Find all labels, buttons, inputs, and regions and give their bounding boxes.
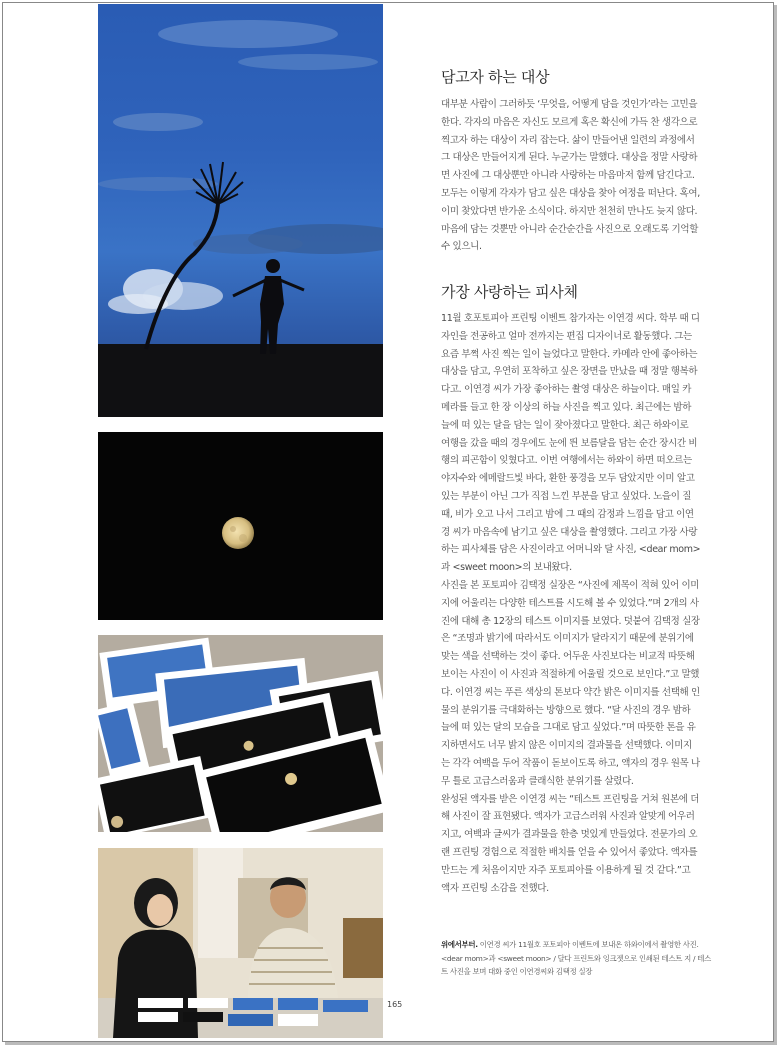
body-line: 야자수와 에메랄드빛 바다, 환한 풍경을 모두 담았지만 이미 알고 bbox=[441, 473, 695, 485]
body-line: 지하면서도 너무 밝지 않은 이미지의 결과물을 선택했다. 이미지 bbox=[441, 740, 692, 752]
body-line: 이미 찾았다면 반가운 소식이다. 하지만 천천히 만나도 늦지 않다. bbox=[441, 205, 698, 217]
body-line: 다. 이연경 씨는 푸른 색상의 톤보다 약간 밝은 이미지를 선택해 인 bbox=[441, 686, 700, 698]
body-line: 모두는 이렇게 각자가 담고 싶은 대상을 찾아 여정을 떠난다. 혹여, bbox=[441, 187, 700, 199]
body-line: 무 틀로 고급스러움과 클래식한 분위기를 살렸다. bbox=[441, 775, 634, 787]
body-line: 지고, 여백과 글씨가 결과물을 한층 멋있게 만들었다. 전문가의 오 bbox=[441, 829, 698, 841]
body-line: 11월 호포토피아 프린팅 이벤트 참가자는 이연경 씨다. 학부 때 디 bbox=[441, 313, 700, 324]
caption-line: <dear mom>과 <sweet moon> / 달다 프린트와 잉크젯으로 인쇄된 테스트 지 / 테스 bbox=[441, 953, 711, 963]
photo-silhouette-palm bbox=[98, 4, 383, 417]
body-line: 메라를 들고 한 장 이상의 하늘 사진을 찍고 있다. 최근에는 밤하 bbox=[441, 401, 692, 413]
body-line: 완성된 액자를 받은 이연경 씨는 “테스트 프린팅을 거쳐 원본에 더 bbox=[441, 793, 700, 805]
body-line: 과 <sweet moon>의 보내왔다. bbox=[441, 562, 572, 574]
caption-line: 이연경 씨가 11월호 포토피아 이벤트에 보내온 하와이에서 촬영한 사진. bbox=[477, 940, 699, 949]
body-line: 는 각각 여백을 두어 작품이 돋보이도록 하고, 액자의 경우 원목 나 bbox=[441, 757, 700, 769]
photo-interview bbox=[98, 848, 383, 1038]
body-line: 맞는 색을 선택하는 것이 좋다. 어두운 사진보다는 비교적 따뜻해 bbox=[441, 651, 695, 663]
section-body-favorite-subject bbox=[441, 310, 700, 897]
body-line: 물의 분위기를 극대화하는 방향으로 했다. “달 사진의 경우 밤하 bbox=[441, 704, 691, 716]
photo-full-moon bbox=[98, 432, 383, 620]
body-line: 사진을 본 포토피아 김택정 실장은 “사진에 제목이 적혀 있어 이미 bbox=[441, 579, 700, 591]
section-heading-favorite-subject: 가장 사랑하는 피사체 bbox=[441, 283, 578, 301]
body-line: 경 씨가 마음속에 남기고 싶은 대상을 촬영했다. 그리고 가장 사랑 bbox=[441, 526, 698, 538]
body-line: 찍고자 하는 대상이 자리 잡는다. 삶이 만들어낸 일련의 과정에서 bbox=[441, 134, 695, 146]
body-line: 하는 피사체를 담은 사진이라고 어머니와 달 사진, <dear mom> bbox=[441, 544, 701, 556]
body-line: 한다. 각자의 마음은 자신도 모르게 혹은 확신에 가득 찬 생각으로 bbox=[441, 116, 698, 128]
body-line: 은 “조명과 밝기에 따라서도 이미지가 달라지기 때문에 분위기에 bbox=[441, 633, 694, 645]
photo-test-prints bbox=[98, 635, 383, 832]
body-line: 때, 비가 오고 나서 그리고 밤에 그 때의 감정과 느낌을 담고 이연 bbox=[441, 508, 694, 520]
body-line: 진에 대해 총 12장의 테스트 이미지를 보였다. 덧붙여 김택정 실장 bbox=[441, 615, 700, 627]
body-line: 행의 피곤함이 잊혔다고. 이번 여행에서는 하와이 하면 떠오르는 bbox=[441, 455, 692, 467]
prints-scene bbox=[98, 635, 383, 832]
body-line: 수 있으니. bbox=[441, 241, 482, 253]
moon-icon bbox=[222, 517, 254, 549]
caption-lead: 위에서부터. bbox=[441, 940, 478, 949]
page-number: 165 bbox=[387, 1000, 403, 1009]
body-line: 액자 프린팅 소감을 전했다. bbox=[441, 882, 549, 894]
body-line: 다고. 이연경 씨가 가장 좋아하는 촬영 대상은 하늘이다. 매일 카 bbox=[441, 384, 692, 396]
silhouette-scene bbox=[98, 4, 383, 417]
body-line: 늘에 떠 있는 달의 모습을 그대로 담고 싶었다.”며 따뜻한 톤을 유 bbox=[441, 722, 696, 734]
interview-scene bbox=[98, 848, 383, 1038]
body-line: 늘에 떠 있는 달을 담는 일이 잦아졌다고 말한다. 최근 하와이로 bbox=[441, 419, 689, 431]
body-line: 요즘 부쩍 사진 찍는 일이 늘었다고 말한다. 카메라 안에 좋아하는 bbox=[441, 348, 698, 360]
section-body-subject bbox=[441, 96, 700, 256]
body-line: 해 사진이 잘 표현됐다. 액자가 고급스러워 사진과 알맞게 어우러 bbox=[441, 811, 695, 823]
moon-scene bbox=[98, 432, 383, 620]
body-line: 지에 어울리는 다양한 테스트를 시도해 볼 수 있었다.”며 2개의 사 bbox=[441, 597, 699, 609]
body-line: 그 대상은 만들어지게 된다. 누군가는 말했다. 대상을 정말 사랑하 bbox=[441, 152, 698, 164]
body-line: 면 사진에 그 대상뿐만 아니라 사랑하는 마음마저 함께 담긴다고. bbox=[441, 170, 695, 182]
section-heading-subject: 담고자 하는 대상 bbox=[441, 68, 550, 86]
body-line: 여행을 갔을 때의 경우에도 눈에 띈 보름달을 담는 순간 장시간 비 bbox=[441, 437, 698, 449]
body-line: 마음에 담는 것뿐만 아니라 순간순간을 사진으로 오래도록 기억할 bbox=[441, 223, 699, 235]
body-line: 자인을 전공하고 얼마 전까지는 편집 디자이너로 활동했다. 그는 bbox=[441, 330, 692, 342]
body-line: 대상을 담고, 우연히 포착하고 싶은 장면을 만났을 때 정말 행복하 bbox=[441, 366, 698, 378]
body-line: 대부분 사람이 그러하듯 ‘무엇을, 어떻게 담을 것인가’라는 고민을 bbox=[441, 99, 698, 110]
body-line: 보이는 사진이 이 사진과 적절하게 어울릴 것으로 보인다.”고 말했 bbox=[441, 668, 700, 680]
photo-caption bbox=[441, 938, 711, 979]
body-line: 있는 부분이 아닌 그가 직접 느낀 부분을 담고 싶었다. 노을이 질 bbox=[441, 490, 692, 502]
caption-line: 트 사진을 보며 대화 중인 이연경씨와 김택정 실장 bbox=[441, 967, 593, 976]
body-line: 랜 프린팅 경험으로 적절한 배치를 얻을 수 있어서 좋았다. 액자를 bbox=[441, 846, 698, 858]
body-line: 만드는 게 처음이지만 자주 포토피아를 이용하게 될 것 같다.”고 bbox=[441, 864, 691, 876]
